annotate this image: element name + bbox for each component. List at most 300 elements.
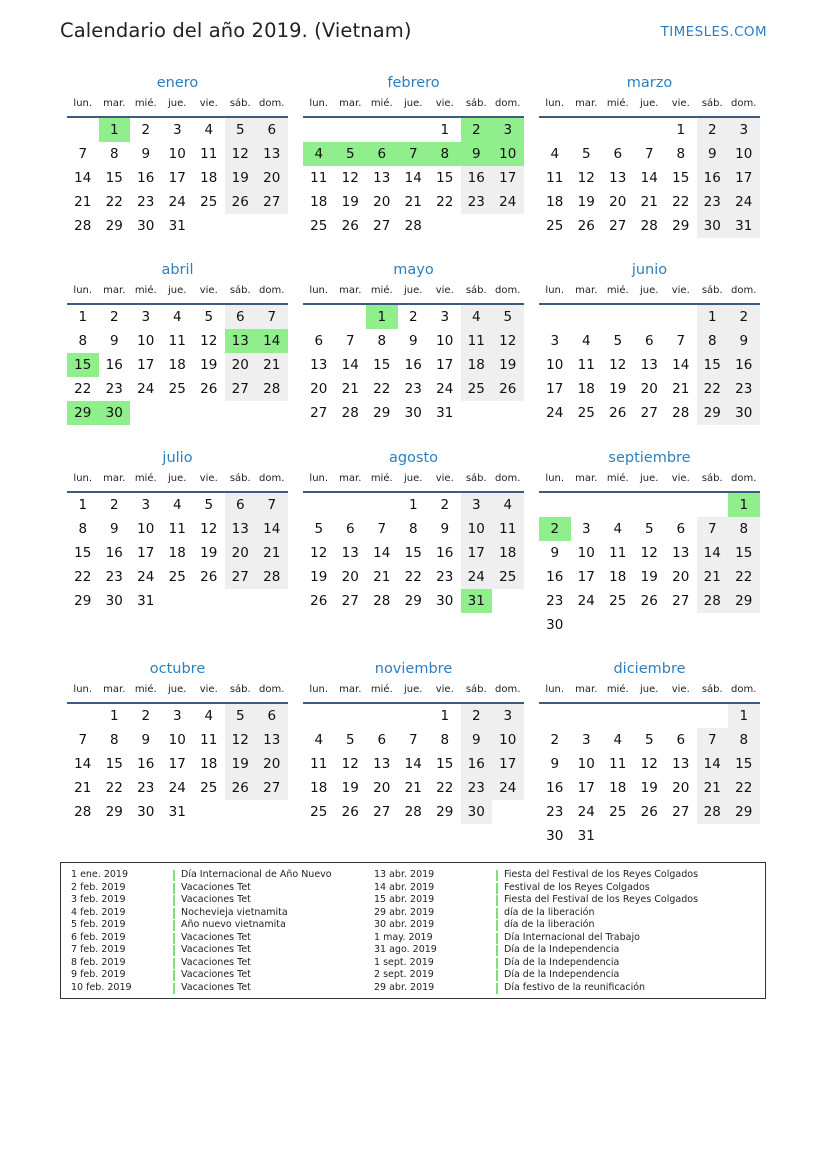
day-cell: 8 xyxy=(408,521,418,537)
day-cell: 28 xyxy=(404,804,422,820)
day-cell: 25 xyxy=(168,381,186,397)
day-cell: 26 xyxy=(492,377,524,401)
weekday-label: sáb. xyxy=(701,473,723,484)
day-cell: 26 xyxy=(200,569,218,585)
day-cell: 1 xyxy=(697,305,729,329)
day-cell: 4 xyxy=(581,333,591,349)
month-mayo xyxy=(303,261,524,425)
day-cell: 5 xyxy=(225,118,257,142)
holiday-day-cell: 1 xyxy=(366,305,398,329)
weekday-label: dom. xyxy=(731,285,757,296)
weekday-header xyxy=(303,95,524,113)
weekday-label: mar. xyxy=(339,473,362,484)
day-cell: 19 xyxy=(640,780,658,796)
legend-date: 5 feb. 2019 xyxy=(71,919,126,930)
day-cell: 24 xyxy=(436,381,454,397)
empty-cell xyxy=(602,704,634,728)
day-cell: 3 xyxy=(172,122,182,138)
day-cell: 24 xyxy=(577,804,595,820)
day-cell: 25 xyxy=(546,218,564,234)
day-cell: 5 xyxy=(644,521,654,537)
month-name: junio xyxy=(631,262,668,278)
day-cell: 29 xyxy=(728,800,760,824)
legend-marker xyxy=(173,983,175,994)
day-cell: 31 xyxy=(728,214,760,238)
weekday-label: lun. xyxy=(545,285,565,296)
empty-cell xyxy=(665,704,697,728)
legend-date: 1 ene. 2019 xyxy=(71,869,128,880)
day-cell: 11 xyxy=(492,517,524,541)
day-cell: 19 xyxy=(225,166,257,190)
day-cell: 4 xyxy=(613,732,623,748)
weekday-label: mié. xyxy=(606,684,629,695)
weekday-header xyxy=(539,282,760,300)
day-cell: 27 xyxy=(373,218,391,234)
day-grid xyxy=(67,305,288,425)
day-cell: 20 xyxy=(341,569,359,585)
day-cell: 16 xyxy=(137,170,155,186)
day-cell: 8 xyxy=(728,517,760,541)
day-cell: 10 xyxy=(436,333,454,349)
month-febrero xyxy=(303,74,524,238)
day-cell: 18 xyxy=(200,170,218,186)
day-cell: 14 xyxy=(697,752,729,776)
day-cell: 27 xyxy=(256,190,288,214)
holiday-day-cell: 29 xyxy=(67,401,99,425)
empty-cell xyxy=(366,704,398,728)
day-cell: 20 xyxy=(373,194,391,210)
day-cell: 25 xyxy=(492,565,524,589)
day-cell: 15 xyxy=(697,353,729,377)
day-cell: 28 xyxy=(341,405,359,421)
weekday-label: sáb. xyxy=(229,285,251,296)
holiday-day-cell: 2 xyxy=(539,517,571,541)
day-cell: 31 xyxy=(137,593,155,609)
day-cell: 16 xyxy=(546,569,564,585)
legend-holiday-name: Vacaciones Tet xyxy=(181,881,251,893)
weekday-label: mar. xyxy=(103,473,126,484)
day-cell: 26 xyxy=(341,804,359,820)
weekday-label: mar. xyxy=(339,285,362,296)
weekday-label: jue. xyxy=(404,98,423,109)
legend-holiday-name: Vacaciones Tet xyxy=(181,956,251,968)
day-cell: 4 xyxy=(172,309,182,325)
day-cell: 16 xyxy=(105,545,123,561)
day-cell: 5 xyxy=(204,309,214,325)
day-cell: 28 xyxy=(256,565,288,589)
day-cell: 4 xyxy=(613,521,623,537)
day-cell: 2 xyxy=(697,118,729,142)
day-cell: 3 xyxy=(141,497,151,513)
day-cell: 29 xyxy=(436,804,454,820)
weekday-label: dom. xyxy=(731,684,757,695)
weekday-label: sáb. xyxy=(229,98,251,109)
weekday-label: dom. xyxy=(495,473,521,484)
day-cell: 11 xyxy=(546,170,564,186)
day-cell: 23 xyxy=(137,780,155,796)
day-cell: 16 xyxy=(404,357,422,373)
day-cell: 27 xyxy=(341,593,359,609)
day-cell: 24 xyxy=(728,190,760,214)
empty-cell xyxy=(539,493,571,517)
day-cell: 10 xyxy=(168,732,186,748)
legend-holiday-name: Vacaciones Tet xyxy=(181,969,251,980)
legend-date: 14 abr. 2019 xyxy=(374,881,435,893)
day-cell: 18 xyxy=(609,569,627,585)
day-cell: 8 xyxy=(676,146,686,162)
day-cell: 21 xyxy=(697,565,729,589)
day-cell: 6 xyxy=(644,333,654,349)
day-cell: 7 xyxy=(697,517,729,541)
day-cell: 30 xyxy=(404,405,422,421)
day-cell: 9 xyxy=(141,146,151,162)
month-name: abril xyxy=(161,262,194,278)
day-cell: 20 xyxy=(225,353,257,377)
weekday-label: sáb. xyxy=(229,473,251,484)
day-cell: 1 xyxy=(440,122,450,138)
day-cell: 1 xyxy=(109,708,119,724)
day-cell: 4 xyxy=(492,493,524,517)
day-grid xyxy=(303,493,524,613)
day-cell: 24 xyxy=(492,776,524,800)
weekday-label: dom. xyxy=(495,684,521,695)
day-cell: 11 xyxy=(609,545,627,561)
day-grid xyxy=(539,704,760,848)
weekday-label: vie. xyxy=(435,98,454,109)
holiday-day-cell: 5 xyxy=(335,142,367,166)
day-cell: 17 xyxy=(137,545,155,561)
day-cell: 12 xyxy=(225,728,257,752)
weekday-label: jue. xyxy=(168,98,187,109)
weekday-label: mié. xyxy=(134,473,157,484)
day-cell: 22 xyxy=(373,381,391,397)
day-cell: 2 xyxy=(109,497,119,513)
day-cell: 3 xyxy=(461,493,493,517)
holiday-day-cell: 15 xyxy=(67,353,99,377)
weekday-header xyxy=(303,681,524,699)
day-cell: 23 xyxy=(697,190,729,214)
holiday-day-cell: 14 xyxy=(256,329,288,353)
weekday-header xyxy=(539,95,760,113)
day-cell: 23 xyxy=(461,190,493,214)
day-cell: 26 xyxy=(225,776,257,800)
weekday-label: jue. xyxy=(640,285,659,296)
day-cell: 18 xyxy=(200,756,218,772)
weekday-label: lun. xyxy=(545,473,565,484)
weekday-label: mar. xyxy=(575,684,598,695)
day-cell: 27 xyxy=(256,776,288,800)
day-cell: 5 xyxy=(204,497,214,513)
day-cell: 17 xyxy=(461,541,493,565)
empty-cell xyxy=(335,118,367,142)
day-cell: 24 xyxy=(137,381,155,397)
day-cell: 19 xyxy=(341,194,359,210)
day-cell: 28 xyxy=(74,218,92,234)
day-cell: 23 xyxy=(728,377,760,401)
legend-marker xyxy=(496,883,498,894)
day-cell: 26 xyxy=(609,405,627,421)
weekday-label: sáb. xyxy=(701,98,723,109)
day-cell: 18 xyxy=(310,194,328,210)
legend-holiday-name: Vacaciones Tet xyxy=(181,944,251,955)
day-cell: 8 xyxy=(728,728,760,752)
day-cell: 26 xyxy=(200,381,218,397)
day-cell: 9 xyxy=(109,521,119,537)
weekday-label: mié. xyxy=(606,285,629,296)
empty-cell xyxy=(697,704,729,728)
month-name: febrero xyxy=(387,75,440,91)
legend-date: 7 feb. 2019 xyxy=(71,944,126,955)
day-cell: 13 xyxy=(256,728,288,752)
day-cell: 16 xyxy=(105,357,123,373)
weekday-header xyxy=(539,681,760,699)
day-cell: 5 xyxy=(613,333,623,349)
month-name: mayo xyxy=(393,262,434,278)
weekday-label: mar. xyxy=(339,98,362,109)
weekday-label: lun. xyxy=(73,98,93,109)
day-cell: 19 xyxy=(341,780,359,796)
legend-holiday-name: Vacaciones Tet xyxy=(181,931,251,943)
day-cell: 8 xyxy=(78,521,88,537)
day-cell: 28 xyxy=(256,377,288,401)
empty-cell xyxy=(539,305,571,329)
day-cell: 10 xyxy=(137,333,155,349)
legend-holiday-name: Día de la Independencia xyxy=(504,944,620,955)
day-cell: 19 xyxy=(310,569,328,585)
day-cell: 31 xyxy=(168,218,186,234)
legend-date: 1 may. 2019 xyxy=(374,931,433,943)
weekday-label: lun. xyxy=(545,98,565,109)
empty-cell xyxy=(571,704,603,728)
day-cell: 7 xyxy=(256,493,288,517)
day-cell: 15 xyxy=(436,756,454,772)
weekday-label: vie. xyxy=(435,684,454,695)
weekday-label: lun. xyxy=(73,285,93,296)
legend-date: 10 feb. 2019 xyxy=(71,981,132,993)
weekday-label: dom. xyxy=(731,98,757,109)
weekday-label: lun. xyxy=(545,684,565,695)
day-cell: 4 xyxy=(461,305,493,329)
day-cell: 6 xyxy=(377,732,387,748)
day-cell: 19 xyxy=(577,194,595,210)
weekday-header xyxy=(67,282,288,300)
day-cell: 15 xyxy=(404,545,422,561)
day-cell: 27 xyxy=(672,804,690,820)
legend-date: 29 abr. 2019 xyxy=(374,906,435,918)
day-cell: 21 xyxy=(341,381,359,397)
day-cell: 26 xyxy=(310,593,328,609)
legend-date: 4 feb. 2019 xyxy=(71,906,126,918)
day-cell: 7 xyxy=(676,333,686,349)
day-cell: 26 xyxy=(225,190,257,214)
day-cell: 12 xyxy=(609,357,627,373)
empty-cell xyxy=(539,704,571,728)
day-cell: 27 xyxy=(672,593,690,609)
month-name: octubre xyxy=(149,661,206,677)
day-cell: 30 xyxy=(105,593,123,609)
day-cell: 22 xyxy=(404,569,422,585)
weekday-label: mié. xyxy=(134,684,157,695)
weekday-label: dom. xyxy=(731,473,757,484)
day-cell: 28 xyxy=(672,405,690,421)
weekday-label: jue. xyxy=(168,473,187,484)
legend-marker xyxy=(496,970,498,981)
empty-cell xyxy=(335,305,367,329)
empty-cell xyxy=(67,704,99,728)
day-cell: 16 xyxy=(461,166,493,190)
weekday-label: jue. xyxy=(404,684,423,695)
legend-marker xyxy=(173,870,175,881)
day-cell: 26 xyxy=(640,804,658,820)
weekday-label: vie. xyxy=(199,473,218,484)
empty-cell xyxy=(539,118,571,142)
day-cell: 6 xyxy=(225,493,257,517)
day-cell: 25 xyxy=(200,780,218,796)
day-cell: 27 xyxy=(225,377,257,401)
day-cell: 17 xyxy=(492,166,524,190)
day-grid xyxy=(303,704,524,824)
weekday-label: mié. xyxy=(134,285,157,296)
day-cell: 20 xyxy=(256,752,288,776)
day-cell: 9 xyxy=(550,756,560,772)
month-name: julio xyxy=(162,450,193,466)
day-cell: 21 xyxy=(74,194,92,210)
day-cell: 25 xyxy=(168,569,186,585)
legend-date: 15 abr. 2019 xyxy=(374,894,435,905)
day-cell: 22 xyxy=(672,194,690,210)
empty-cell xyxy=(335,704,367,728)
day-cell: 16 xyxy=(436,545,454,561)
weekday-header xyxy=(67,681,288,699)
day-grid xyxy=(67,493,288,613)
day-cell: 25 xyxy=(310,804,328,820)
legend-date: 3 feb. 2019 xyxy=(71,894,126,905)
day-cell: 1 xyxy=(676,122,686,138)
day-cell: 23 xyxy=(137,194,155,210)
empty-cell xyxy=(303,118,335,142)
legend-holiday-name: Festival de los Reyes Colgados xyxy=(504,881,650,893)
day-cell: 10 xyxy=(546,357,564,373)
month-junio xyxy=(539,261,760,425)
weekday-label: lun. xyxy=(309,473,329,484)
month-julio xyxy=(67,449,288,613)
weekday-label: mar. xyxy=(103,98,126,109)
weekday-label: mar. xyxy=(575,473,598,484)
day-cell: 25 xyxy=(310,218,328,234)
day-cell: 24 xyxy=(137,569,155,585)
weekday-label: mar. xyxy=(103,285,126,296)
day-cell: 24 xyxy=(168,194,186,210)
day-cell: 20 xyxy=(256,166,288,190)
legend-date: 2 feb. 2019 xyxy=(71,881,126,893)
day-cell: 27 xyxy=(225,565,257,589)
legend-holiday-name: Fiesta del Festival de los Reyes Colgados xyxy=(504,894,699,905)
legend-holiday-name: Día de la Independencia xyxy=(504,969,620,980)
day-cell: 15 xyxy=(105,170,123,186)
day-cell: 21 xyxy=(404,194,422,210)
weekday-label: vie. xyxy=(199,98,218,109)
day-cell: 30 xyxy=(436,593,454,609)
weekday-label: mié. xyxy=(370,98,393,109)
empty-cell xyxy=(398,704,430,728)
weekday-label: sáb. xyxy=(229,684,251,695)
day-cell: 21 xyxy=(640,194,658,210)
day-cell: 9 xyxy=(440,521,450,537)
weekday-label: dom. xyxy=(495,98,521,109)
day-cell: 5 xyxy=(345,732,355,748)
day-cell: 3 xyxy=(440,309,450,325)
day-grid xyxy=(539,493,760,637)
day-cell: 17 xyxy=(137,357,155,373)
day-cell: 12 xyxy=(225,142,257,166)
day-cell: 28 xyxy=(404,218,422,234)
day-cell: 18 xyxy=(310,780,328,796)
day-cell: 7 xyxy=(697,728,729,752)
empty-cell xyxy=(634,493,666,517)
brand-link[interactable]: TIMESLES.COM xyxy=(660,24,767,40)
day-cell: 18 xyxy=(492,541,524,565)
day-cell: 24 xyxy=(461,565,493,589)
empty-cell xyxy=(602,118,634,142)
day-cell: 24 xyxy=(168,780,186,796)
weekday-label: mar. xyxy=(575,98,598,109)
weekday-header xyxy=(539,470,760,488)
day-cell: 5 xyxy=(581,146,591,162)
day-cell: 6 xyxy=(676,521,686,537)
month-noviembre xyxy=(303,660,524,824)
holiday-day-cell: 1 xyxy=(728,493,760,517)
weekday-label: vie. xyxy=(435,285,454,296)
day-cell: 26 xyxy=(577,218,595,234)
day-cell: 17 xyxy=(728,166,760,190)
month-name: diciembre xyxy=(613,661,686,677)
month-name: enero xyxy=(156,75,199,91)
day-cell: 11 xyxy=(461,329,493,353)
empty-cell xyxy=(697,493,729,517)
day-cell: 4 xyxy=(172,497,182,513)
day-cell: 16 xyxy=(728,353,760,377)
day-cell: 23 xyxy=(461,776,493,800)
day-cell: 7 xyxy=(345,333,355,349)
day-cell: 30 xyxy=(137,804,155,820)
holiday-day-cell: 8 xyxy=(429,142,461,166)
day-cell: 23 xyxy=(546,804,564,820)
day-cell: 31 xyxy=(436,405,454,421)
day-cell: 6 xyxy=(676,732,686,748)
legend-date: 6 feb. 2019 xyxy=(71,931,126,943)
empty-cell xyxy=(634,704,666,728)
day-cell: 30 xyxy=(461,800,493,824)
day-cell: 16 xyxy=(697,166,729,190)
weekday-header xyxy=(303,470,524,488)
day-cell: 18 xyxy=(168,545,186,561)
day-cell: 31 xyxy=(577,828,595,844)
month-name: noviembre xyxy=(374,661,453,677)
legend-marker xyxy=(496,895,498,906)
weekday-label: lun. xyxy=(309,285,329,296)
day-cell: 3 xyxy=(728,118,760,142)
day-cell: 30 xyxy=(728,401,760,425)
weekday-label: sáb. xyxy=(701,684,723,695)
day-cell: 9 xyxy=(141,732,151,748)
day-cell: 21 xyxy=(672,381,690,397)
legend-holiday-name: Vacaciones Tet xyxy=(181,894,251,905)
day-cell: 31 xyxy=(168,804,186,820)
holiday-legend xyxy=(60,862,766,999)
day-cell: 11 xyxy=(310,170,328,186)
day-cell: 9 xyxy=(461,728,493,752)
legend-marker xyxy=(173,933,175,944)
